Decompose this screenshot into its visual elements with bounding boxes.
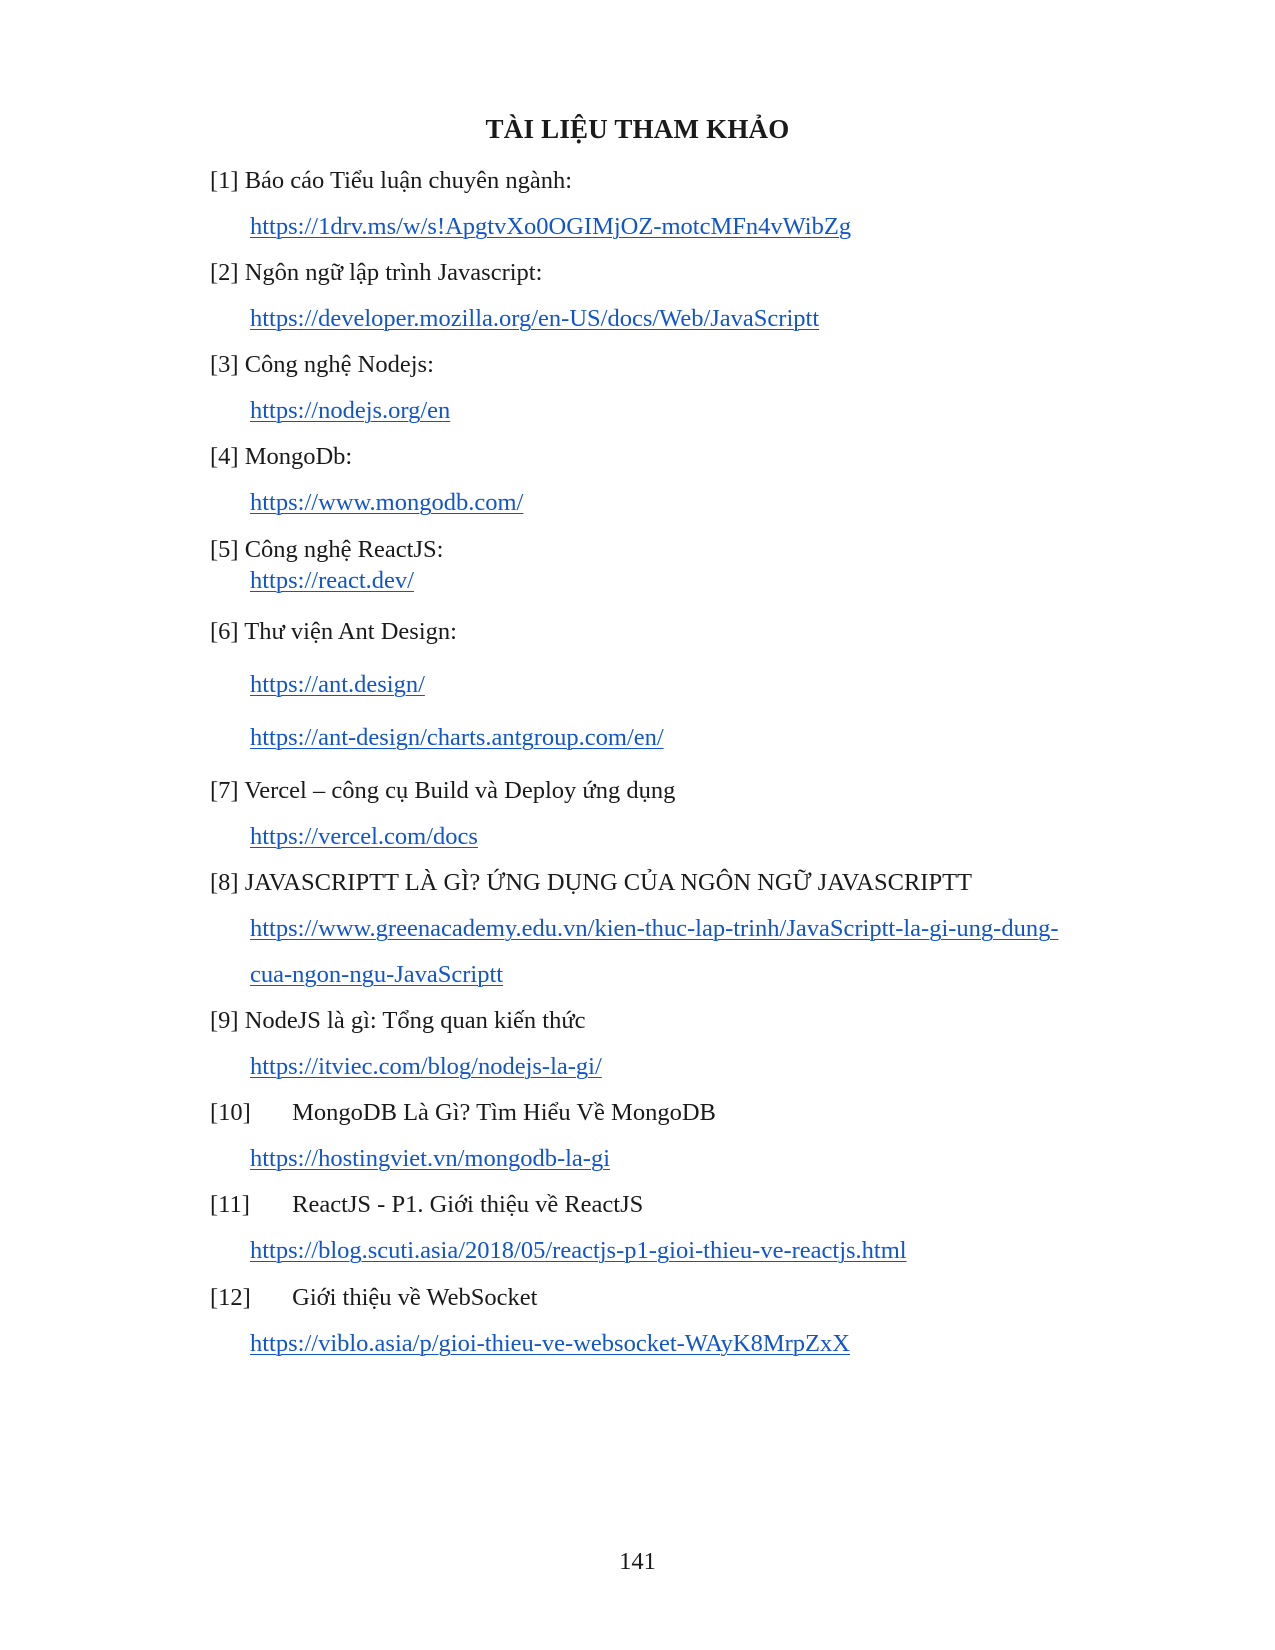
reference-title: JAVASCRIPTT LÀ GÌ? ỨNG DỤNG CỦA NGÔN NGỮ JAVASCRIPTT (244, 869, 972, 896)
reference-number: [7] (210, 777, 239, 804)
reference-number: [12] (210, 1284, 251, 1311)
reference-heading-10 (210, 1098, 716, 1128)
reference-number: [4] (210, 443, 239, 470)
reference-link-6a[interactable]: https://ant.design/ (250, 671, 425, 698)
reference-number: [3] (210, 351, 239, 378)
reference-title: Vercel – công cụ Build và Deploy ứng dụng (244, 777, 676, 804)
reference-title: Thư viện Ant Design: (244, 618, 457, 645)
reference-heading-6 (210, 617, 457, 647)
reference-number: [11] (210, 1191, 250, 1218)
reference-title: ReactJS - P1. Giới thiệu về ReactJS (292, 1191, 644, 1218)
reference-link-5[interactable]: https://react.dev/ (250, 567, 414, 594)
reference-number: [8] (210, 869, 239, 896)
reference-link-7[interactable]: https://vercel.com/docs (250, 823, 478, 850)
reference-title: Giới thiệu về WebSocket (292, 1284, 538, 1311)
reference-title: Công nghệ ReactJS: (244, 536, 444, 563)
reference-link-12[interactable]: https://viblo.asia/p/gioi-thieu-ve-websocket-WAyK8MrpZxX (250, 1330, 850, 1357)
reference-title: Báo cáo Tiểu luận chuyên ngành: (244, 167, 572, 194)
reference-link-10[interactable]: https://hostingviet.vn/mongodb-la-gi (250, 1145, 610, 1172)
page-title: TÀI LIỆU THAM KHẢO (485, 114, 790, 144)
reference-heading-1 (210, 166, 572, 196)
reference-title: MongoDb: (244, 443, 353, 470)
reference-number: [2] (210, 259, 239, 286)
reference-heading-7 (210, 776, 675, 806)
reference-link-1[interactable]: https://1drv.ms/w/s!ApgtvXo0OGIMjOZ-motcMFn4vWibZg (250, 213, 852, 240)
reference-title: Ngôn ngữ lập trình Javascript: (244, 259, 543, 286)
reference-number: [5] (210, 536, 239, 563)
reference-title: Công nghệ Nodejs: (244, 351, 434, 378)
reference-heading-8 (210, 868, 972, 898)
reference-heading-4 (210, 442, 352, 472)
reference-title: NodeJS là gì: Tổng quan kiến thức (244, 1007, 586, 1034)
reference-heading-5 (210, 535, 443, 565)
reference-link-2[interactable]: https://developer.mozilla.org/en-US/docs/Web/JavaScriptt (250, 305, 820, 332)
reference-heading-12 (210, 1283, 537, 1313)
reference-link-3[interactable]: https://nodejs.org/en (250, 397, 451, 424)
reference-title: MongoDB Là Gì? Tìm Hiểu Về MongoDB (292, 1099, 716, 1126)
page-number: 141 (619, 1548, 656, 1575)
reference-heading-11 (210, 1190, 643, 1220)
reference-heading-9 (210, 1006, 586, 1036)
reference-link-4[interactable]: https://www.mongodb.com/ (250, 489, 524, 516)
reference-link-8a[interactable]: https://www.greenacademy.edu.vn/kien-thuc-lap-trinh/JavaScriptt-la-gi-ung-dung- (250, 915, 1059, 942)
reference-link-11[interactable]: https://blog.scuti.asia/2018/05/reactjs-p1-gioi-thieu-ve-reactjs.html (250, 1237, 907, 1264)
reference-number: [9] (210, 1007, 239, 1034)
reference-heading-2 (210, 258, 542, 288)
reference-link-9[interactable]: https://itviec.com/blog/nodejs-la-gi/ (250, 1053, 602, 1080)
reference-heading-3 (210, 350, 434, 380)
reference-number: [6] (210, 618, 239, 645)
reference-link-6b[interactable]: https://ant-design/charts.antgroup.com/en/ (250, 724, 664, 751)
reference-link-8b[interactable]: cua-ngon-ngu-JavaScriptt (250, 961, 504, 988)
reference-number: [10] (210, 1099, 251, 1126)
reference-number: [1] (210, 167, 239, 194)
